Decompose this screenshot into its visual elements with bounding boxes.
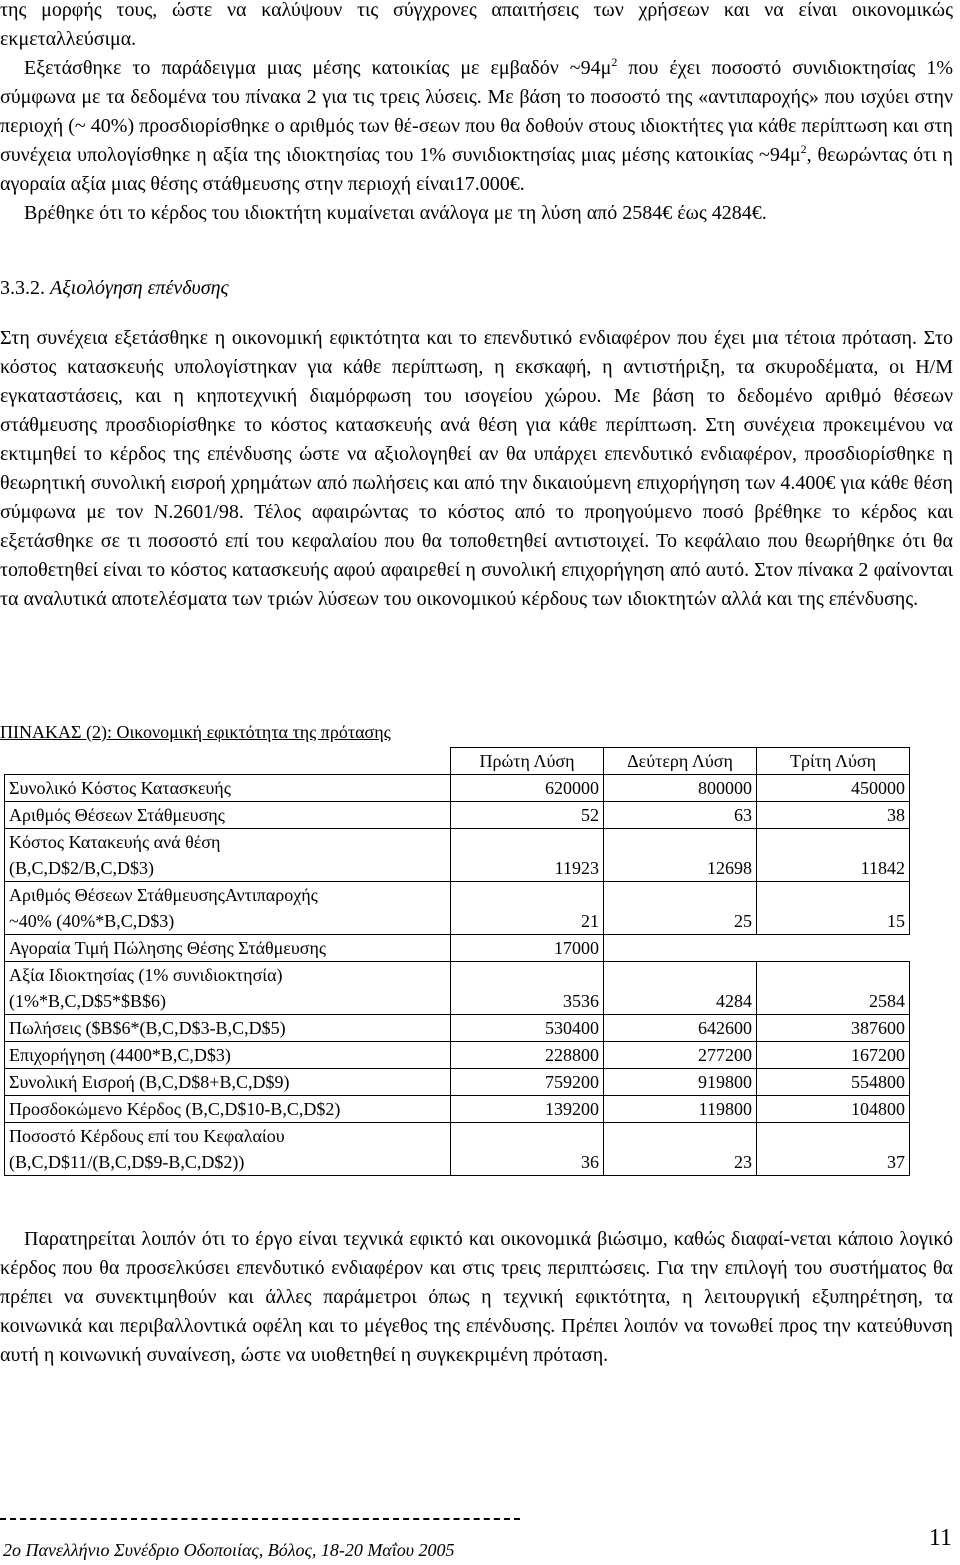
cell-solution-3: 450000 bbox=[757, 775, 910, 802]
table-row bbox=[5, 935, 910, 962]
cell-solution-3 bbox=[757, 935, 910, 962]
row-label bbox=[5, 882, 451, 935]
example-text-c: , θεωρώντας ότι η αγοραία αξία μιας θέσης στάθμευσης στην περιοχή είναι17.000€. bbox=[0, 144, 953, 195]
cell-solution-2: 800000 bbox=[604, 775, 757, 802]
cell-solution-1: 36 bbox=[451, 1123, 604, 1176]
cell-solution-2: 23 bbox=[604, 1123, 757, 1176]
cell-solution-3: 11842 bbox=[757, 829, 910, 882]
cell-solution-1: 11923 bbox=[451, 829, 604, 882]
intro-paragraph bbox=[0, 0, 953, 228]
economic-feasibility-table bbox=[4, 747, 910, 1176]
cell-solution-1: 620000 bbox=[451, 775, 604, 802]
row-label bbox=[5, 962, 451, 1015]
row-label bbox=[5, 802, 451, 829]
page-number: 11 bbox=[928, 1525, 952, 1551]
table-row bbox=[5, 1015, 910, 1042]
cell-solution-3: 104800 bbox=[757, 1096, 910, 1123]
row-label-text: Αριθμός Θέσεων ΣτάθμευσηςΑντιπαροχής bbox=[9, 885, 318, 905]
cell-solution-1: 17000 bbox=[451, 935, 604, 962]
cell-solution-1: 228800 bbox=[451, 1042, 604, 1069]
footer-divider bbox=[0, 1518, 520, 1520]
cell-solution-2: 25 bbox=[604, 882, 757, 935]
row-label-formula: (1%*B,C,D$5*$B$6) bbox=[9, 991, 166, 1011]
table-row bbox=[5, 1123, 910, 1176]
cell-solution-2: 642600 bbox=[604, 1015, 757, 1042]
table-row bbox=[5, 1042, 910, 1069]
cell-solution-2: 4284 bbox=[604, 962, 757, 1015]
cell-solution-2: 919800 bbox=[604, 1069, 757, 1096]
row-label bbox=[5, 1096, 451, 1123]
row-label bbox=[5, 1123, 451, 1176]
table-row bbox=[5, 775, 910, 802]
row-label-text: Αγοραία Τιμή Πώλησης Θέσης Στάθμευσης bbox=[9, 938, 327, 958]
cell-solution-1: 3536 bbox=[451, 962, 604, 1015]
column-header-solution-1: Πρώτη Λύση bbox=[451, 748, 604, 775]
row-label-formula: (B,C,D$2/B,C,D$3) bbox=[9, 858, 155, 878]
table-row bbox=[5, 1096, 910, 1123]
row-label-text: Αριθμός Θέσεων Στάθμευσης bbox=[9, 805, 225, 825]
example-text-a: Εξετάσθηκε το παράδειγμα μιας μέσης κατοικίας με εμβαδόν ~94μ bbox=[24, 57, 612, 79]
footer-conference: 2ο Πανελλήνιο Συνέδριο Οδοποιίας, Βόλος, 18-20 Μαΐου 2005 bbox=[3, 1540, 455, 1560]
table-corner-cell bbox=[5, 748, 451, 775]
row-label-text: Συνολική Εισροή (B,C,D$8+B,C,D$9) bbox=[9, 1072, 290, 1092]
cell-solution-3: 37 bbox=[757, 1123, 910, 1176]
cell-solution-1: 139200 bbox=[451, 1096, 604, 1123]
section-title: Αξιολόγηση επένδυσης bbox=[50, 277, 229, 299]
cell-solution-2: 63 bbox=[604, 802, 757, 829]
table-header-row bbox=[5, 748, 910, 775]
cell-solution-1: 21 bbox=[451, 882, 604, 935]
row-label-text: Επιχορήγηση (4400*B,C,D$3) bbox=[9, 1045, 231, 1065]
table-row bbox=[5, 962, 910, 1015]
cell-solution-2: 12698 bbox=[604, 829, 757, 882]
example-text bbox=[0, 54, 953, 199]
section-heading bbox=[0, 274, 229, 303]
section-number: 3.3.2. bbox=[0, 277, 45, 299]
row-label-text: Προσδοκώμενο Κέρδος (B,C,D$10-B,C,D$2) bbox=[9, 1099, 341, 1119]
table-row bbox=[5, 1069, 910, 1096]
row-label bbox=[5, 1015, 451, 1042]
cell-solution-3: 15 bbox=[757, 882, 910, 935]
table-caption: ΠΙΝΑΚΑΣ (2): Οικονομική εφικτότητα της πρότασης bbox=[0, 722, 391, 742]
row-label-text: Πωλήσεις ($B$6*(B,C,D$3-B,C,D$5) bbox=[9, 1018, 286, 1038]
row-label-text: Κόστος Κατακευής ανά θέση bbox=[9, 832, 221, 852]
cell-solution-3: 387600 bbox=[757, 1015, 910, 1042]
superscript-2a: 2 bbox=[611, 55, 618, 69]
row-label bbox=[5, 829, 451, 882]
example-text-b: που έχει ποσοστό συνιδιοκτησίας 1% σύμφωνα με τα δεδομένα του πίνακα 2 για τις τρεις λύσεις. Με βάση το ποσοστό της «αντιπαροχής» που ισχύει στην περιοχή (~ 40%) προσδιορίσθηκε ο αριθμός των θέ-σεων που θα δοθούν στους ιδιοκτήτες για κάθε περίπτωση και στη συνέχεια υπολογίσθηκε η αξία της ιδιοκτησίας του 1% συνιδιοκτησίας μιας μέσης κατοικίας ~94μ bbox=[0, 57, 953, 166]
cell-solution-3: 167200 bbox=[757, 1042, 910, 1069]
row-label-text: Αξία Ιδιοκτησίας (1% συνιδιοκτησία) bbox=[9, 965, 283, 985]
row-label bbox=[5, 935, 451, 962]
cell-solution-3: 554800 bbox=[757, 1069, 910, 1096]
cell-solution-1: 52 bbox=[451, 802, 604, 829]
row-label bbox=[5, 775, 451, 802]
cell-solution-2 bbox=[604, 935, 757, 962]
table-row bbox=[5, 829, 910, 882]
row-label bbox=[5, 1069, 451, 1096]
cell-solution-2: 119800 bbox=[604, 1096, 757, 1123]
table-row bbox=[5, 802, 910, 829]
row-label bbox=[5, 1042, 451, 1069]
cell-solution-1: 759200 bbox=[451, 1069, 604, 1096]
conclusion-paragraph: Παρατηρείται λοιπόν ότι το έργο είναι τεχνικά εφικτό και οικονομικά βιώσιμο, καθώς διαφαί-νεται κάποιο λογικό κέρδος που θα προσελκύσει επενδυτικό ενδιαφέρον και στις τρεις περιπτώσεις. Για την επιλογή του συστήματος θα πρέπει να συνεκτιμηθούν και άλλες παράμετροι όπως η τεχνική εφικτότητα, η λειτουργική εξυπηρέτηση, τα κοινωνικά και περιβαλλοντικά οφέλη και το μέγεθος της επένδυσης. Πρέπει λοιπόν να τονωθεί προς την κατεύθυνση αυτή η κοινωνική συναίνεση, ώστε να υιοθετηθεί η συγκεκριμένη πρόταση. bbox=[0, 1228, 953, 1366]
cell-solution-1: 530400 bbox=[451, 1015, 604, 1042]
row-label-formula: (B,C,D$11/(B,C,D$9-B,C,D$2)) bbox=[9, 1152, 245, 1172]
row-label-text: Συνολικό Κόστος Κατασκευής bbox=[9, 778, 231, 798]
investment-paragraph: Στη συνέχεια εξετάσθηκε η οικονομική εφικτότητα και το επενδυτικό ενδιαφέρον που έχει μια τέτοια πρόταση. Στο κόστος κατασκευής υπολογίστηκαν για κάθε περίπτωση, η εκσκαφή, η αντιστήριξη, τα σκυροδέματα, οι Η/Μ εγκαταστάσεις, και η κηποτεχνική διαμόρφωση του ισογείου χώρου. Με βάση το δεδομένο αριθμό θέσεων στάθμευσης προσδιορίσθηκε το κόστος κατασκευής ανά θέση για κάθε περίπτωση. Στη συνέχεια προκειμένου να εκτιμηθεί το κέρδος της επένδυσης ώστε να αξιολογηθεί αν θα υπάρχει επενδυτικό ενδιαφέρον, προσδιορίσθηκε η θεωρητική συνολική εισροή χρημάτων από πωλήσεις και από την δικαιούμενη επιχορήγηση των 4.400€ για κάθε θέση σύμφωνα με τον Ν.2601/98. Τέλος αφαιρώντας το κόστος από το προηγούμενο ποσό βρέθηκε το κέρδος και εξετάσθηκε σε τι ποσοστό επί του κεφαλαίου που θα τοποθετηθεί αντιστοιχεί. Το κεφάλαιο που θεωρήθηκε ότι θα τοποθετηθεί είναι το κόστος κατασκευής αφού αφαιρεθεί η συνολική επιχορήγηση από αυτό. Στον πίνακα 2 φαίνονται τα αναλυτικά αποτελέσματα των τριών λύσεων του οικονομικού κέρδους των ιδιοκτητών αλλά και της επένδυσης. bbox=[0, 327, 953, 610]
cell-solution-3: 2584 bbox=[757, 962, 910, 1015]
owner-profit-line: Βρέθηκε ότι το κέρδος του ιδιοκτήτη κυμαίνεται ανάλογα με τη λύση από 2584€ έως 4284€. bbox=[24, 202, 767, 224]
column-header-solution-3: Τρίτη Λύση bbox=[757, 748, 910, 775]
cell-solution-3: 38 bbox=[757, 802, 910, 829]
superscript-2b: 2 bbox=[800, 142, 807, 156]
table-row bbox=[5, 882, 910, 935]
row-label-formula: ~40% (40%*B,C,D$3) bbox=[9, 911, 175, 931]
cell-solution-2: 277200 bbox=[604, 1042, 757, 1069]
column-header-solution-2: Δεύτερη Λύση bbox=[604, 748, 757, 775]
intro-line-1: της μορφής τους, ώστε να καλύψουν τις σύγχρονες απαιτήσεις των χρήσεων και να είναι οικονομικώς εκμεταλλεύσιμα. bbox=[0, 0, 953, 50]
row-label-text: Ποσοστό Κέρδους επί του Κεφαλαίου bbox=[9, 1126, 285, 1146]
